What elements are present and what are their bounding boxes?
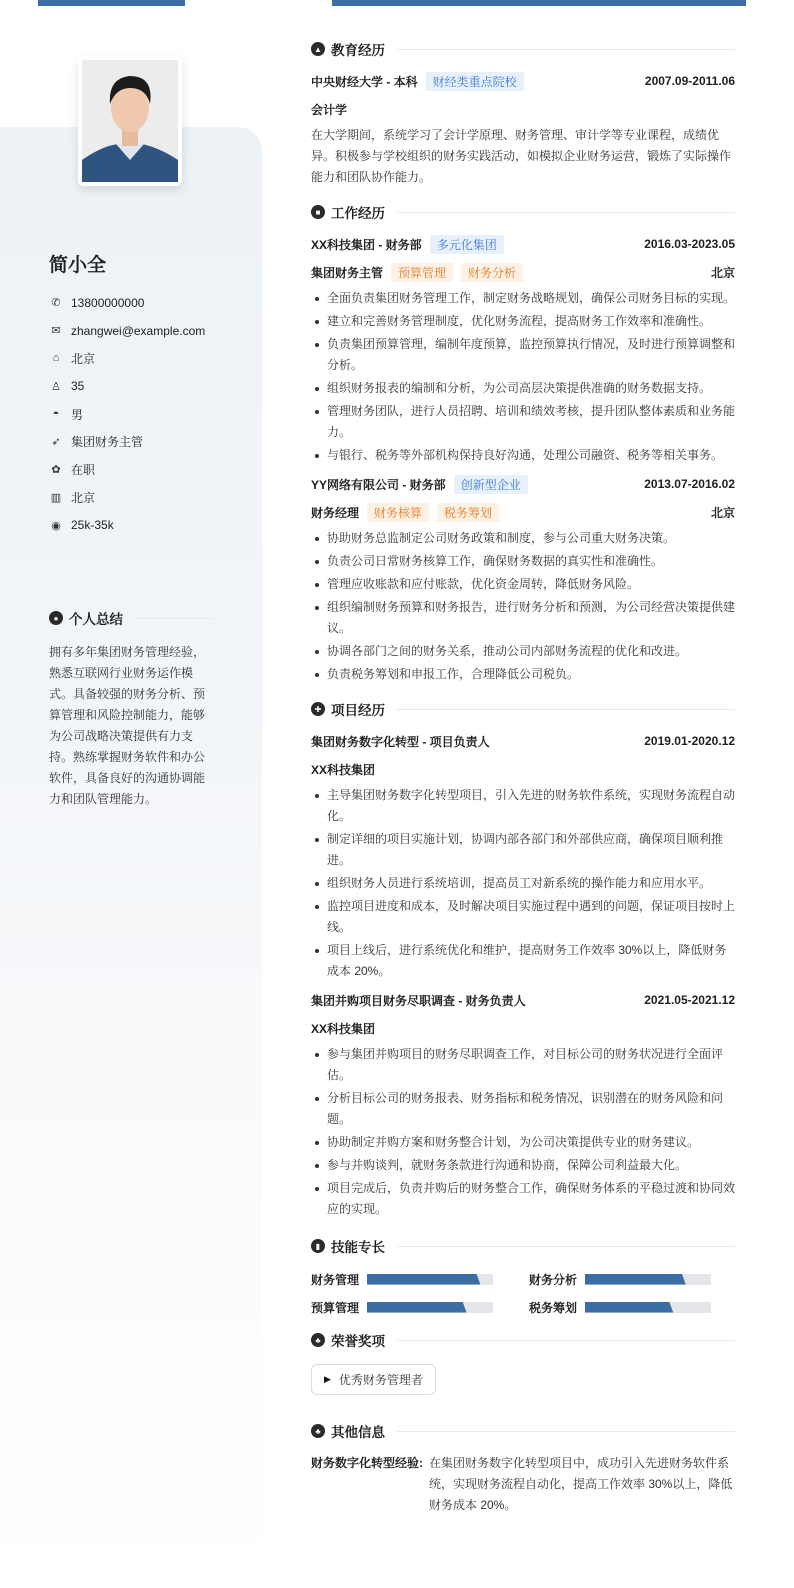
- skill-name: 预算管理: [311, 1300, 360, 1315]
- skill-name: 财务分析: [529, 1272, 578, 1287]
- skills-section: [311, 1236, 735, 1316]
- info-text: 35: [71, 379, 85, 394]
- info-row: [49, 511, 205, 539]
- bullet-item: 主导集团财务数字化转型项目，引入先进的财务软件系统，实现财务流程自动化。: [311, 785, 735, 827]
- skill-bar-fill: [585, 1302, 673, 1313]
- company-name: YY网络有限公司 - 财务部: [311, 477, 446, 492]
- bullet-item: 管理财务团队，进行人员招聘、培训和绩效考核，提升团队整体素质和业务能力。: [311, 401, 735, 443]
- mail-icon: ✉: [51, 325, 61, 338]
- briefcase-icon: ■: [311, 205, 325, 219]
- bullet-item: 全面负责集团财务管理工作，制定财务战略规划，确保公司财务目标的实现。: [311, 288, 735, 309]
- company-tag: 创新型企业: [454, 475, 528, 494]
- section-title: 技能专长: [331, 1240, 385, 1255]
- job-city: 北京: [710, 265, 735, 280]
- awards-section: [311, 1330, 735, 1411]
- section-title: 其他信息: [331, 1425, 385, 1440]
- skill-item: [311, 1270, 529, 1288]
- info-text: zhangwei@example.com: [71, 323, 206, 338]
- salary-icon: ◉: [51, 519, 61, 532]
- job-header: [311, 234, 735, 254]
- info-text: 25k-35k: [71, 518, 114, 533]
- candidate-name: 简小全: [49, 255, 107, 276]
- job-role-row: [311, 502, 735, 522]
- skill-bar-fill: [585, 1274, 686, 1285]
- info-text: 13800000000: [71, 295, 145, 310]
- graduation-cap-icon: ▲: [311, 42, 325, 56]
- skill-tag: 预算管理: [391, 263, 453, 282]
- divider: [397, 1246, 735, 1247]
- project-header: [311, 990, 735, 1010]
- bullet-item: 项目上线后，进行系统优化和维护，提高财务工作效率 30%以上，降低财务成本 20%。: [311, 940, 735, 982]
- bullet-item: 负责税务筹划和申报工作，合理降低公司税负。: [311, 664, 735, 685]
- school-name: 中央财经大学 - 本科: [311, 74, 418, 89]
- other-key: 财务数字化转型经验:: [311, 1456, 423, 1470]
- job-role: 财务经理: [311, 505, 360, 520]
- contact-info: [49, 289, 205, 539]
- divider: [397, 1340, 735, 1341]
- info-text: 集团财务主管: [71, 435, 144, 450]
- bullet-item: 协助财务总监制定公司财务政策和制度，参与公司重大财务决策。: [311, 528, 735, 549]
- top-accent-bar-left: [38, 0, 185, 6]
- bullet-item: 参与集团并购项目的财务尽职调查工作，对目标公司的财务状况进行全面评估。: [311, 1044, 735, 1086]
- project-org: XX科技集团: [311, 1021, 376, 1036]
- project-date: 2019.01-2020.12: [644, 734, 735, 748]
- profile-photo: [78, 56, 182, 186]
- skill-item: [529, 1298, 735, 1316]
- summary-text: 拥有多年集团财务管理经验，熟悉互联网行业财务运作模式。具备较强的财务分析、预算管理和风险控制能力，能够为公司战略决策提供有力支持。熟练掌握财务软件和办公软件，具备良好的沟通协调能力和团队管理能力。: [49, 645, 206, 806]
- award-item: [311, 1364, 436, 1395]
- bullet-item: 组织财务人员进行系统培训，提高员工对新系统的操作能力和应用水平。: [311, 873, 735, 894]
- info-text: 北京: [71, 351, 96, 366]
- top-accent-bar-right: [332, 0, 746, 6]
- award-icon: ♣: [311, 1333, 325, 1347]
- project-date: 2021.05-2021.12: [644, 993, 735, 1007]
- summary-section: [49, 608, 213, 810]
- skill-bar: [585, 1274, 711, 1285]
- bullet-item: 协调各部门之间的财务关系，推动公司内部财务流程的优化和改进。: [311, 641, 735, 662]
- skill-bar: [585, 1302, 711, 1313]
- project-org-row: [311, 1018, 735, 1038]
- building-icon: ▥: [50, 491, 62, 504]
- bullet-item: 参与并购谈判，就财务条款进行沟通和协商，保障公司利益最大化。: [311, 1155, 735, 1176]
- info-row: [49, 317, 205, 345]
- section-title: 荣誉奖项: [331, 1334, 385, 1349]
- info-text: 在职: [71, 463, 96, 478]
- project-item: [311, 731, 735, 982]
- project-name: 集团财务数字化转型 - 项目负责人: [311, 734, 490, 749]
- info-row: [49, 372, 205, 400]
- job-date: 2013.07-2016.02: [644, 477, 735, 491]
- job-role-left: [311, 263, 523, 282]
- skill-name: 税务筹划: [529, 1300, 578, 1315]
- bullet-item: 组织编制财务预算和财务报告，进行财务分析和预测，为公司经营决策提供建议。: [311, 597, 735, 639]
- info-row: [49, 289, 205, 317]
- divider: [397, 709, 735, 710]
- major: 会计学: [311, 102, 348, 117]
- job-role-left: [311, 503, 499, 522]
- section-title: 个人总结: [69, 612, 123, 627]
- home-icon: ⌂: [52, 352, 60, 365]
- job-header: [311, 474, 735, 494]
- bullet-item: 项目完成后，负责并购后的财务整合工作，确保财务体系的平稳过渡和协同效应的实现。: [311, 1178, 735, 1220]
- projects-section: [311, 699, 735, 1220]
- status-icon: ✿: [51, 464, 61, 477]
- project-header: [311, 731, 735, 751]
- gender-icon: ◓: [52, 408, 60, 421]
- project-name: 集团并购项目财务尽职调查 - 财务负责人: [311, 993, 526, 1008]
- job-date: 2016.03-2023.05: [644, 237, 735, 251]
- send-icon: ➶: [51, 436, 61, 449]
- project-item: [311, 990, 735, 1220]
- education-description: 在大学期间，系统学习了会计学原理、财务管理、审计学等专业课程，成绩优异。积极参与学校组织的财务实践活动，如模拟企业财务运营，锻炼了实际操作能力和团队协作能力。: [311, 128, 732, 184]
- bullet-item: 分析目标公司的财务报表、财务指标和税务情况，识别潜在的财务风险和问题。: [311, 1088, 735, 1130]
- grid-icon: ✚: [311, 702, 325, 716]
- section-title: 工作经历: [331, 206, 385, 221]
- age-icon: ♙: [51, 380, 61, 393]
- project-org-row: [311, 759, 735, 779]
- info-row: [49, 400, 205, 428]
- triangle-icon: ▶: [324, 1374, 331, 1384]
- info-icon: ♣: [311, 1424, 325, 1438]
- job-bullets: [311, 528, 735, 685]
- phone-icon: ✆: [51, 297, 61, 310]
- job-left: [311, 235, 504, 254]
- education-date: 2007.09-2011.06: [644, 74, 735, 88]
- info-row: [49, 428, 205, 456]
- skill-item: [311, 1298, 529, 1316]
- skill-bar-fill: [367, 1302, 467, 1313]
- project-org: XX科技集团: [311, 762, 376, 777]
- school-tag: 财经类重点院校: [426, 72, 524, 91]
- job-left: [311, 475, 528, 494]
- bullet-item: 建立和完善财务管理制度，优化财务流程，提高财务工作效率和准确性。: [311, 311, 735, 332]
- bar-chart-icon: ▮: [311, 1239, 325, 1253]
- bullet-item: 监控项目进度和成本，及时解决项目实施过程中遇到的问题，保证项目按时上线。: [311, 896, 735, 938]
- bullet-item: 制定详细的项目实施计划，协调内部各部门和外部供应商，确保项目顺利推进。: [311, 829, 735, 871]
- skill-item: [529, 1270, 735, 1288]
- info-text: 男: [71, 407, 84, 422]
- divider: [397, 212, 735, 213]
- section-title: 项目经历: [331, 703, 385, 718]
- bullet-item: 组织财务报表的编制和分析，为公司高层决策提供准确的财务数据支持。: [311, 378, 735, 399]
- bullet-item: 负责公司日常财务核算工作，确保财务数据的真实性和准确性。: [311, 551, 735, 572]
- job-city: 北京: [710, 505, 735, 520]
- info-text: 北京: [71, 490, 96, 505]
- skill-bar: [367, 1302, 493, 1313]
- project-bullets: [311, 785, 735, 982]
- skill-tag: 财务核算: [367, 503, 429, 522]
- bullet-item: 管理应收账款和应付账款，优化资金周转，降低财务风险。: [311, 574, 735, 595]
- other-section: [311, 1421, 735, 1516]
- skill-tag: 财务分析: [461, 263, 523, 282]
- job-role-row: [311, 262, 735, 282]
- project-bullets: [311, 1044, 735, 1220]
- bullet-item: 与银行、税务等外部机构保持良好沟通，处理公司融资、税务等相关事务。: [311, 445, 735, 466]
- info-row: [49, 484, 205, 512]
- divider: [397, 49, 735, 50]
- skill-bar-fill: [367, 1274, 480, 1285]
- divider: [135, 618, 213, 619]
- work-section: [311, 202, 735, 685]
- info-row: [49, 456, 205, 484]
- bullet-item: 负责集团预算管理，编制年度预算，监控预算执行情况，及时进行预算调整和分析。: [311, 334, 735, 376]
- skill-name: 财务管理: [311, 1272, 360, 1287]
- info-row: [49, 345, 205, 373]
- user-icon: ●: [49, 611, 63, 625]
- skill-tag: 税务筹划: [437, 503, 499, 522]
- bullet-item: 协助制定并购方案和财务整合计划，为公司决策提供专业的财务建议。: [311, 1132, 735, 1153]
- job-bullets: [311, 288, 735, 466]
- education-section: [311, 39, 735, 188]
- skill-bar: [367, 1274, 493, 1285]
- section-title: 教育经历: [331, 43, 385, 58]
- job-item: [311, 234, 735, 466]
- job-role: 集团财务主管: [311, 265, 384, 280]
- award-label: 优秀财务管理者: [338, 1373, 423, 1387]
- main-content: [311, 39, 735, 1526]
- company-tag: 多元化集团: [430, 235, 504, 254]
- company-name: XX科技集团 - 财务部: [311, 237, 422, 252]
- job-item: [311, 474, 735, 685]
- other-value: 在集团财务数字化转型项目中，成功引入先进财务软件系统，实现财务流程自动化，提高工作效率 30%以上，降低财务成本 20%。: [429, 1456, 733, 1512]
- divider: [397, 1431, 735, 1432]
